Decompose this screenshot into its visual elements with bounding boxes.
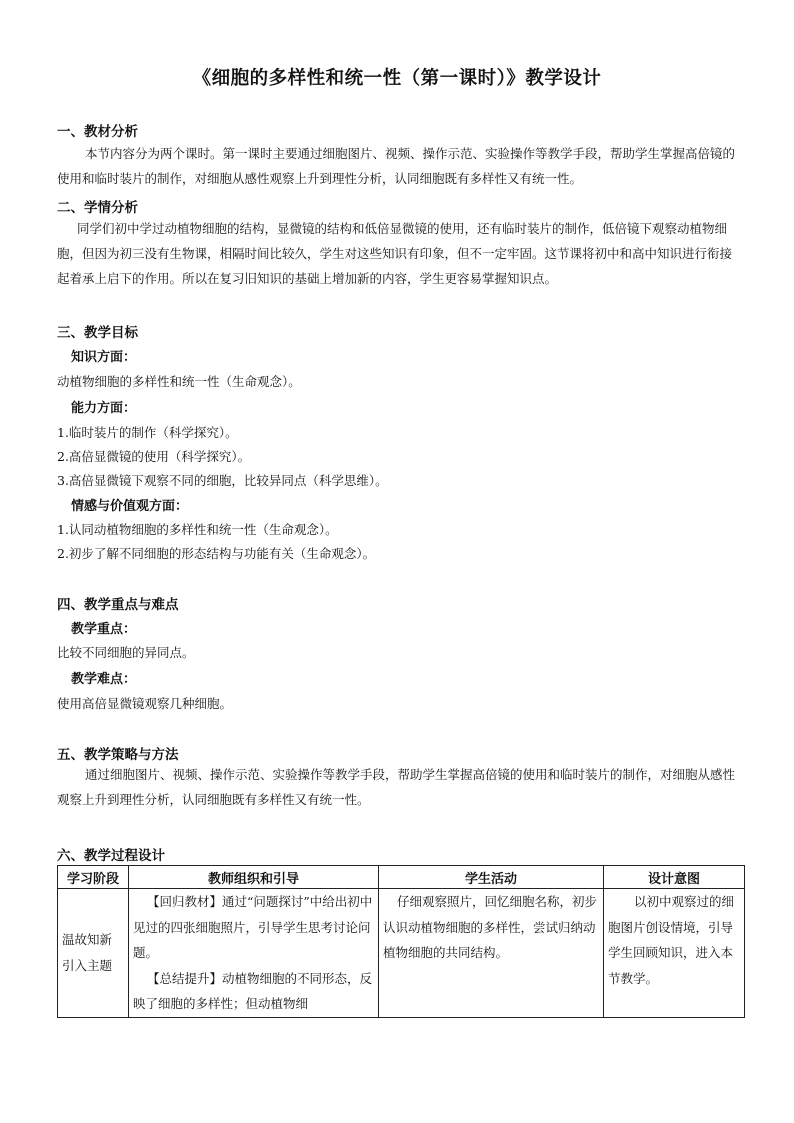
difficulty-label: 教学难点： <box>71 672 137 687</box>
learner-analysis-paragraph: 同学们初中学过动植物细胞的结构，显微镜的结构和低倍显微镜的使用，还有临时装片的制作，低倍镜下观察动植物细胞，但因为初三没有生物课，相隔时间比较久，学生对这些知识有印象，但不一定牢固。这节课将初中和高中知识进行衔接起着承上启下的作用。所以在复习旧知识的基础上增加新的内容，学生更容易掌握知识点。 <box>57 221 733 286</box>
teacher-cell <box>129 889 379 1018</box>
student-cell <box>379 889 604 1018</box>
teacher-paragraph: 【总结提升】动植物细胞的不同形态，反映了细胞的多样性；但动植物细 <box>133 970 373 1011</box>
knowledge-item: 动植物细胞的多样性和统一性（生命观念）。 <box>57 374 301 389</box>
key-point-text: 比较不同细胞的异同点。 <box>57 645 195 660</box>
intent-cell <box>604 889 745 1018</box>
section-heading-teaching-objectives: 三、教学目标 <box>57 325 138 341</box>
design-intent-text: 以初中观察过的细胞图片创设情境，引导学生回顾知识，进入本节教学。 <box>608 894 735 986</box>
strategy-method-paragraph: 通过细胞图片、视频、操作示范、实验操作等教学手段，帮助学生掌握高倍镜的使用和临时装片的制作，对细胞从感性观察上升到理性分析，认同细胞既有多样性又有统一性。 <box>57 767 736 807</box>
teacher-paragraph: 【回归教材】通过“问题探讨”中给出初中见过的四张细胞照片，引导学生思考讨论问题。 <box>133 894 373 960</box>
student-activity-text: 仔细观察照片，回忆细胞名称，初步认识动植物细胞的多样性，尝试归纳动植物细胞的共同结构。 <box>383 894 598 960</box>
table-header-row <box>58 866 745 889</box>
section-heading-key-difficulty: 四、教学重点与难点 <box>57 597 179 613</box>
difficulty-text: 使用高倍显微镜观察几种细胞。 <box>57 696 233 711</box>
document-title: 《细胞的多样性和统一性（第一课时）》教学设计 <box>192 68 602 89</box>
column-header-intent: 设计意图 <box>604 866 745 889</box>
knowledge-label: 知识方面： <box>71 350 137 365</box>
column-header-teacher: 教师组织和引导 <box>129 866 379 889</box>
process-design-table <box>57 865 745 1018</box>
column-header-student: 学生活动 <box>379 866 604 889</box>
ability-item: 3.高倍显微镜下观察不同的细胞，比较异同点（科学思维）。 <box>57 473 388 488</box>
emotion-item: 2.初步了解不同细胞的形态结构与功能有关（生命观念）。 <box>57 546 376 561</box>
section-heading-learner-analysis: 二、学情分析 <box>57 200 138 216</box>
ability-label: 能力方面： <box>71 401 137 416</box>
ability-item: 2.高倍显微镜的使用（科学探究）。 <box>57 449 251 464</box>
ability-item: 1.临时装片的制作（科学探究）。 <box>57 425 238 440</box>
stage-text-line: 引入主题 <box>62 957 113 973</box>
section-heading-process-design: 六、教学过程设计 <box>57 848 165 864</box>
emotion-label: 情感与价值观方面： <box>71 499 189 514</box>
emotion-item: 1.认同动植物细胞的多样性和统一性（生命观念）。 <box>57 522 338 537</box>
stage-cell <box>58 889 129 1018</box>
table-row <box>58 889 745 1018</box>
section-heading-textbook-analysis: 一、教材分析 <box>57 124 138 140</box>
textbook-analysis-paragraph: 本节内容分为两个课时。第一课时主要通过细胞图片、视频、操作示范、实验操作等教学手段，帮助学生掌握高倍镜的使用和临时装片的制作，对细胞从感性观察上升到理性分析，认同细胞既有多样性又有统一性。 <box>57 146 736 186</box>
stage-text-line: 温故知新 <box>62 932 113 948</box>
section-heading-strategy-method: 五、教学策略与方法 <box>57 747 179 763</box>
key-point-label: 教学重点： <box>71 622 137 637</box>
column-header-stage: 学习阶段 <box>58 866 129 889</box>
